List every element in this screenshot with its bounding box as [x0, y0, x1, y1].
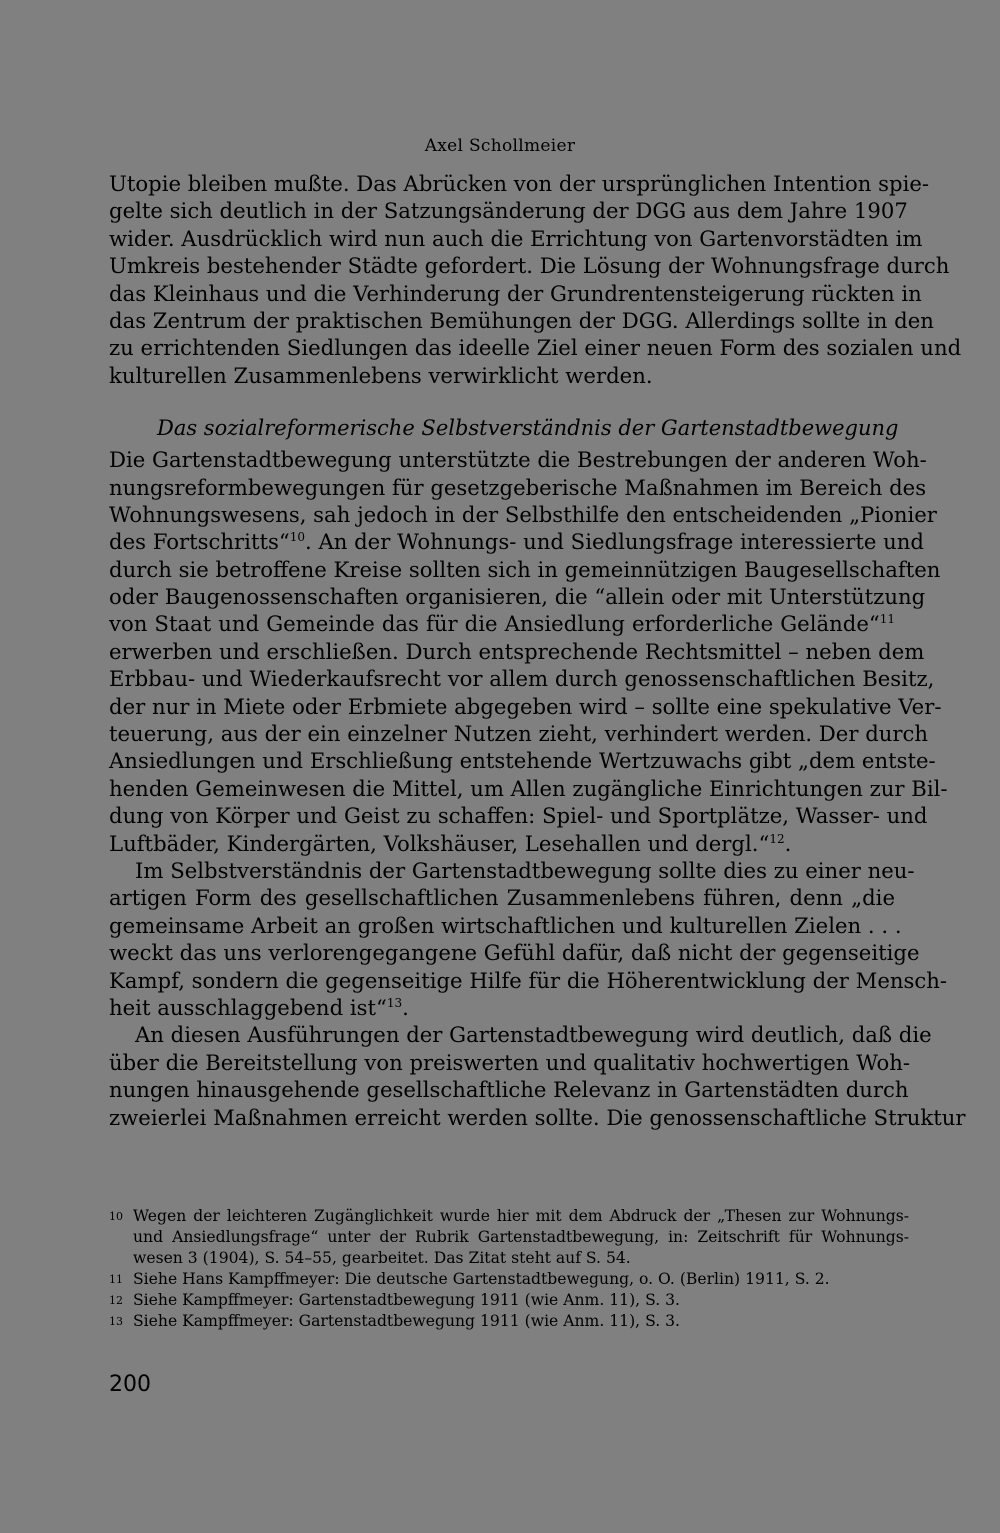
text-line: Utopie bleiben mußte. Das Abrücken von der ursprünglichen Intention spie- — [109, 171, 930, 196]
text-line: Kampf, sondern die gegenseitige Hilfe für die Höherentwicklung der Mensch- — [109, 967, 948, 993]
text-line: erwerben und erschließen. Durch entsprechende Rechtsmittel – neben dem — [109, 638, 925, 664]
text-line: der nur in Miete oder Erbmiete abgegeben wird – sollte eine spekulative Ver- — [109, 693, 942, 719]
text-line — [109, 610, 895, 637]
body-text — [109, 170, 966, 1131]
text-fragment: . — [784, 830, 792, 856]
footnote-ref-10: 10 — [289, 530, 305, 545]
text-line: artigen Form des gesellschaftlichen Zusammenlebens führen, denn „die — [109, 885, 895, 911]
footnote-line: Wegen der leichteren Zugänglichkeit wurde hier mit dem Abdruck der „Thesen zur Wohnungs- — [133, 1207, 909, 1225]
text-line: das Zentrum der praktischen Bemühungen der DGG. Allerdings sollte in den — [109, 307, 934, 333]
text-line: Erbbau- und Wiederkaufsrecht vor allem durch genossenschaftlichen Besitz, — [109, 666, 935, 692]
footnote-line: Siehe Hans Kampffmeyer: Die deutsche Gartenstadtbewegung, o. O. (Berlin) 1911, S. 2. — [133, 1270, 830, 1288]
text-line: nungen hinausgehende gesellschaftliche Relevanz in Gartenstädten durch — [109, 1077, 909, 1103]
footnote-ref-12: 12 — [769, 831, 785, 846]
text-line: dung von Körper und Geist zu schaffen: Spiel- und Sportplätze, Wasser- und — [109, 803, 928, 829]
footnote-line: Siehe Kampffmeyer: Gartenstadtbewegung 1911 (wie Anm. 11), S. 3. — [133, 1291, 680, 1309]
paragraph-3 — [109, 857, 948, 1021]
footnote-number: 10 — [109, 1210, 123, 1223]
text-fragment: . — [402, 994, 409, 1020]
text-line: teuerung, aus der ein einzelner Nutzen zieht, verhindert werden. Der durch — [109, 721, 929, 747]
text-fragment: Luftbäder, Kindergärten, Volkshäuser, Lesehallen und dergl.“ — [109, 830, 770, 856]
paragraph-4 — [109, 1021, 966, 1131]
footnote-line: wesen 3 (1904), S. 54–55, gearbeitet. Das Zitat steht auf S. 54. — [133, 1249, 631, 1267]
footnote-number: 13 — [109, 1315, 123, 1328]
running-head: Axel Schollmeier — [424, 136, 576, 156]
text-fragment: . An der Wohnungs- und Siedlungsfrage interessierte und — [304, 529, 924, 555]
footnote — [109, 1290, 909, 1311]
text-fragment: von Staat und Gemeinde das für die Ansiedlung erforderliche Gelände“ — [109, 611, 880, 637]
text-line: zweierlei Maßnahmen erreicht werden sollte. Die genossenschaftliche Struktur — [109, 1104, 966, 1130]
text-line: das Kleinhaus und die Verhinderung der Grundrentensteigerung rückten in — [109, 280, 922, 306]
footnote — [109, 1206, 909, 1269]
text-line: durch sie betroffene Kreise sollten sich in gemeinnützigen Baugesellschaften — [109, 556, 941, 582]
text-line: kulturellen Zusammenlebens verwirklicht werden. — [109, 362, 653, 388]
text-line: Ansiedlungen und Erschließung entstehende Wertzuwachs gibt „dem entste- — [109, 748, 936, 774]
page-number: 200 — [109, 1372, 151, 1397]
footnote — [109, 1269, 909, 1290]
text-line: An diesen Ausführungen der Gartenstadtbewegung wird deutlich, daß die — [135, 1022, 932, 1048]
text-line: über die Bereitstellung von preiswerten und qualitativ hochwertigen Woh- — [109, 1049, 911, 1075]
text-line: oder Baugenossenschaften organisieren, die “allein oder mit Unterstützung — [109, 584, 926, 610]
text-line: henden Gemeinwesen die Mittel, um Allen zugängliche Einrichtungen zur Bil- — [109, 775, 948, 801]
text-fragment: des Fortschritts“ — [109, 529, 290, 555]
footnote-ref-13: 13 — [386, 995, 403, 1010]
text-line: weckt das uns verlorengegangene Gefühl dafür, daß nicht der gegenseitige — [109, 940, 920, 966]
text-line: nungsreformbewegungen für gesetzgeberische Maßnahmen im Bereich des — [109, 474, 927, 500]
text-line — [109, 994, 895, 1021]
footnote-text — [133, 1206, 909, 1269]
footnote-text — [133, 1311, 909, 1332]
text-line — [109, 830, 895, 857]
text-line: Die Gartenstadtbewegung unterstützte die Bestrebungen der anderen Woh- — [109, 447, 927, 473]
footnote-text — [133, 1269, 909, 1290]
footnotes — [109, 1206, 909, 1332]
text-line — [109, 528, 924, 555]
text-line: gemeinsame Arbeit an großen wirtschaftlichen und kulturellen Zielen . . . — [109, 912, 902, 938]
text-line: Umkreis bestehender Städte gefordert. Die Lösung der Wohnungsfrage durch — [109, 253, 950, 279]
paragraph-1 — [109, 170, 962, 389]
footnote-line: Siehe Kampffmeyer: Gartenstadtbewegung 1911 (wie Anm. 11), S. 3. — [133, 1312, 680, 1330]
text-line: Im Selbstverständnis der Gartenstadtbewegung sollte dies zu einer neu- — [135, 857, 915, 883]
text-line: Wohnungswesens, sah jedoch in der Selbsthilfe den entscheidenden „Pionier — [109, 501, 937, 527]
text-line: wider. Ausdrücklich wird nun auch die Errichtung von Gartenvorstädten im — [109, 225, 923, 251]
footnote-text — [133, 1290, 909, 1311]
text-line: gelte sich deutlich in der Satzungsänderung der DGG aus dem Jahre 1907 — [109, 198, 908, 224]
footnote-number: 11 — [109, 1273, 123, 1286]
section-heading: Das sozialreformerische Selbstverständnis der Gartenstadtbewegung — [157, 416, 899, 441]
text-line: zu errichtenden Siedlungen das ideelle Ziel einer neuen Form des sozialen und — [109, 335, 962, 361]
footnote — [109, 1311, 909, 1332]
paragraph-2 — [109, 446, 948, 857]
footnote-ref-11: 11 — [879, 612, 895, 627]
footnote-number: 12 — [109, 1294, 123, 1307]
footnote-line: und Ansiedlungsfrage“ unter der Rubrik Gartenstadtbewegung, in: Zeitschrift für Wohnungs- — [133, 1228, 909, 1246]
text-fragment: heit ausschlaggebend ist“ — [109, 994, 387, 1020]
